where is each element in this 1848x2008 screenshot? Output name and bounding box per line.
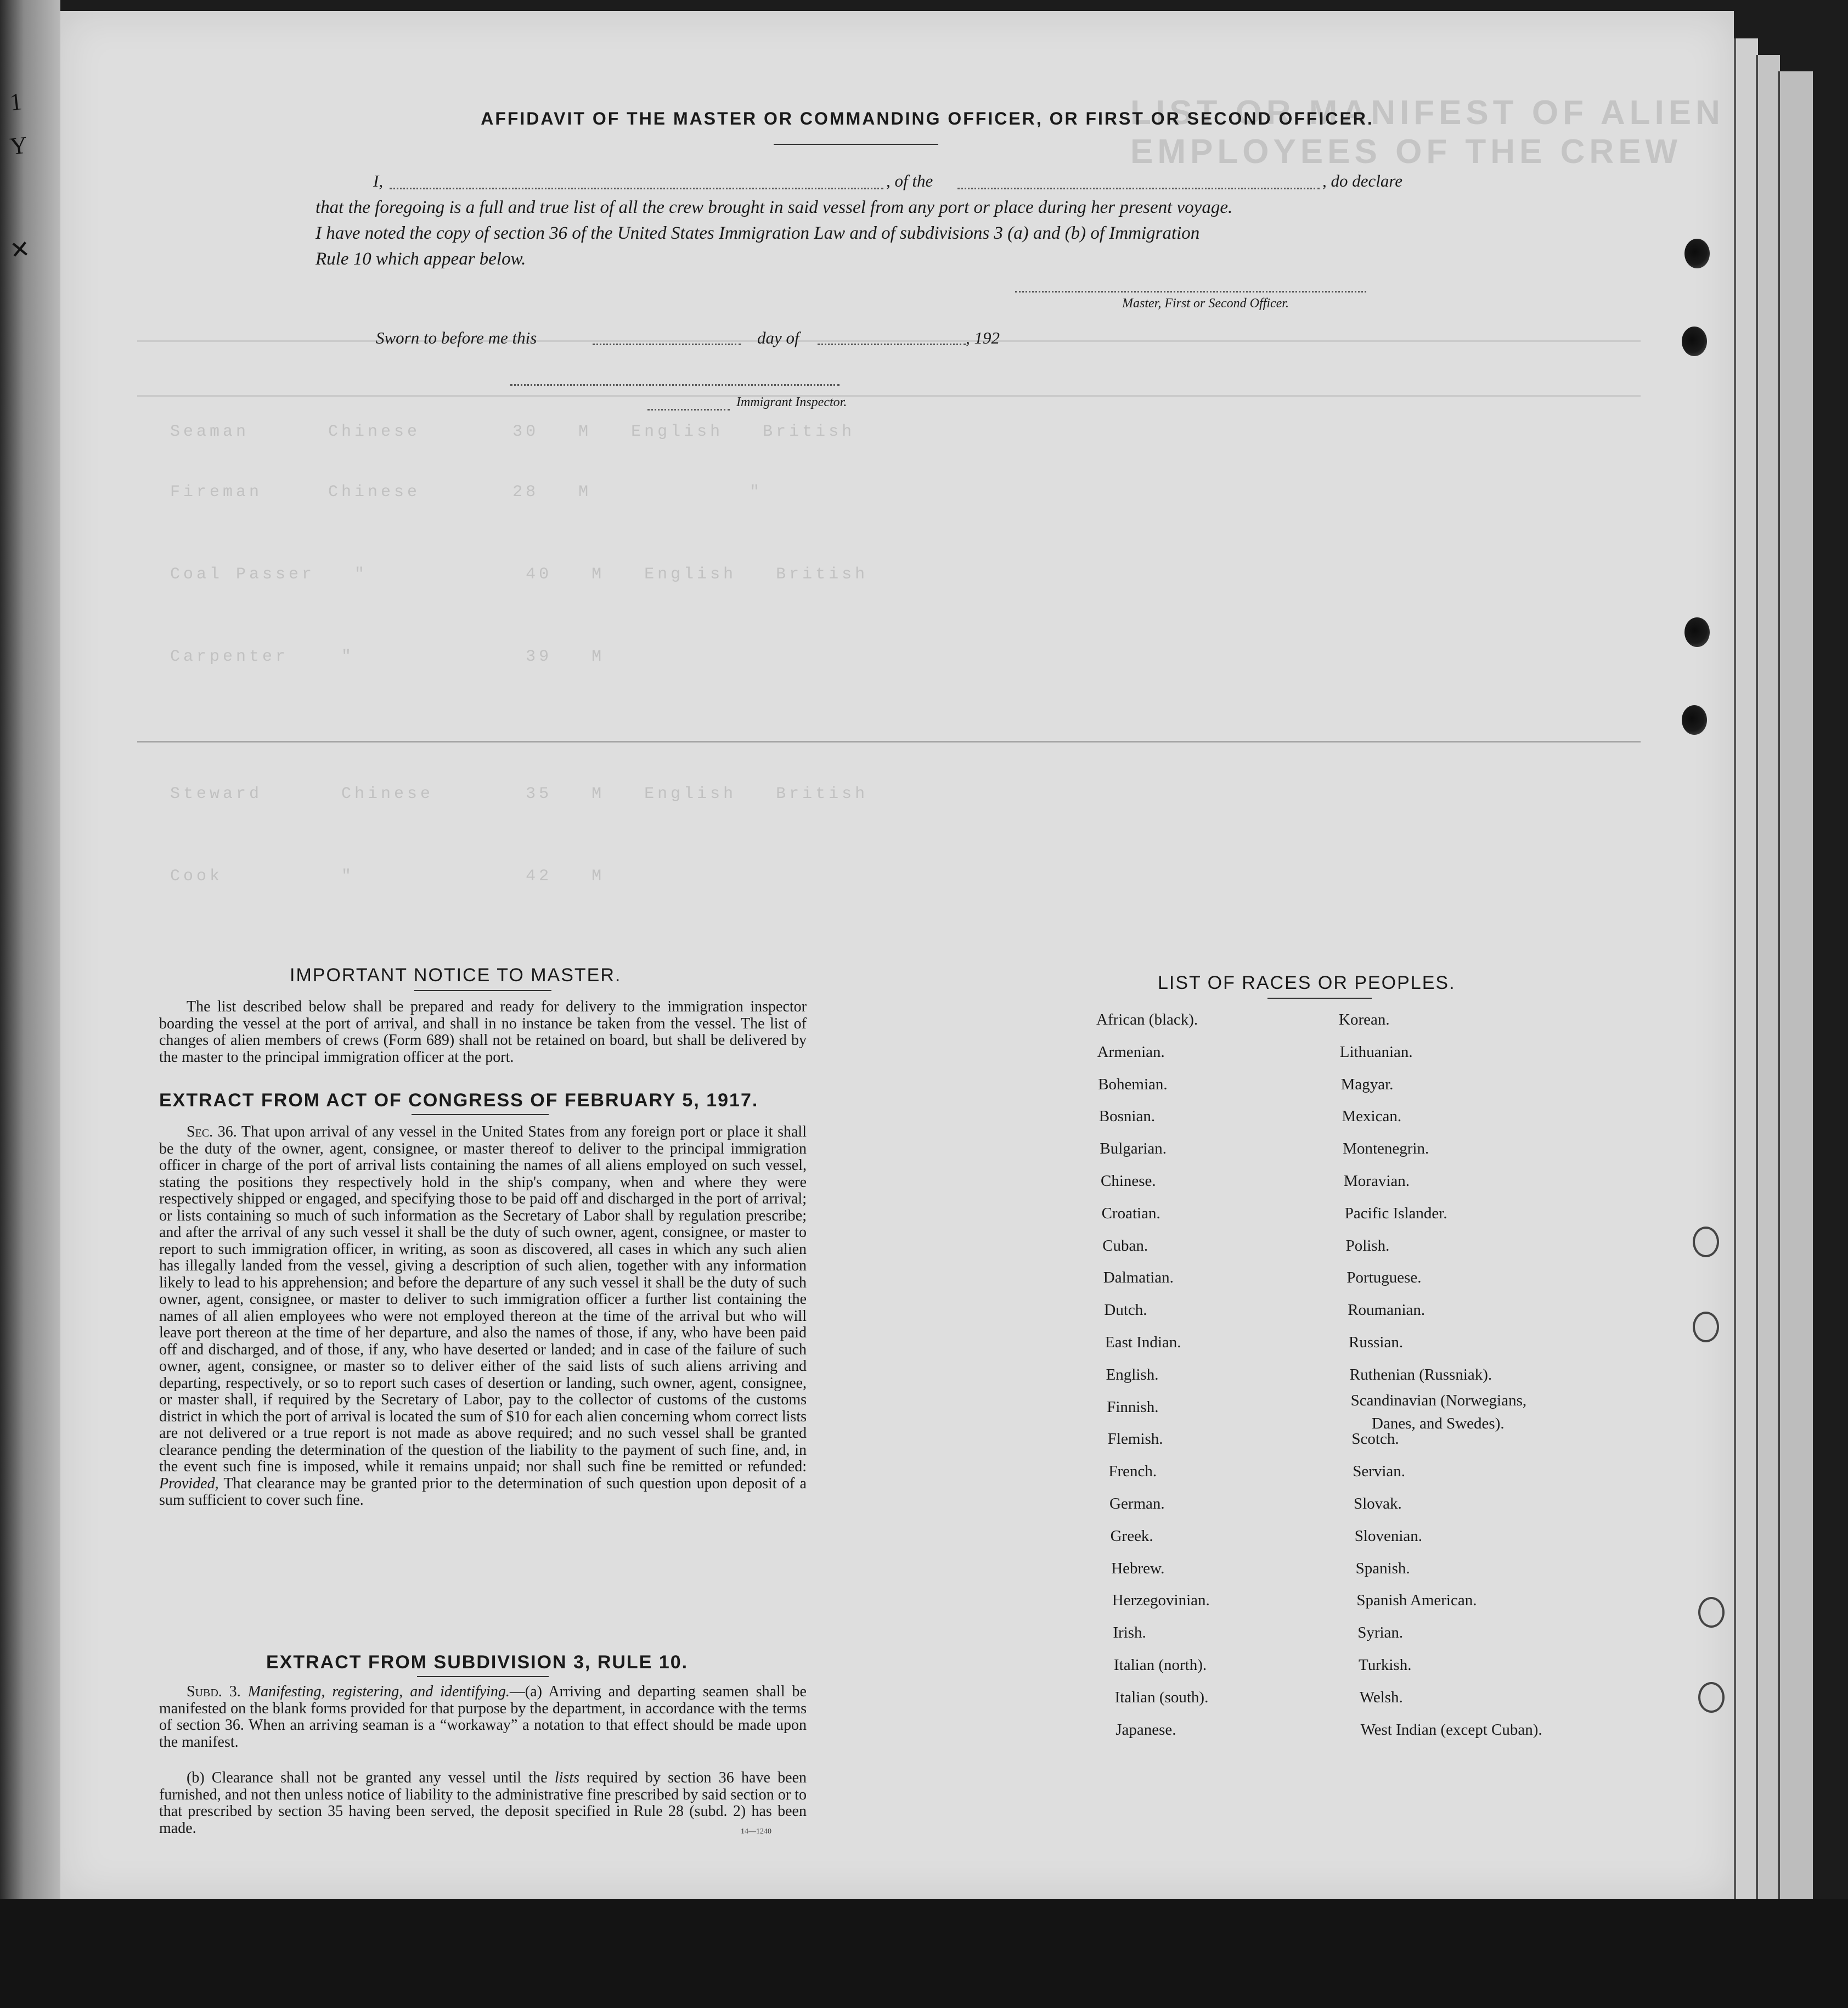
race-item: Chinese. (1101, 1172, 1156, 1190)
punch-hole (1698, 1682, 1725, 1713)
race-item: Syrian. (1357, 1624, 1404, 1642)
race-item: West Indian (except Cuban). (1360, 1720, 1542, 1739)
affidavit-text-line: Rule 10 which appear below. (315, 249, 526, 269)
punch-hole (1693, 1227, 1719, 1257)
title-underline (774, 144, 938, 145)
bleed-through-row: Coal Passer " 40 M English British (170, 565, 869, 584)
race-item: Armenian. (1097, 1043, 1165, 1061)
notice-title: IMPORTANT NOTICE TO MASTER. (290, 965, 622, 986)
race-item: Mexican. (1342, 1107, 1402, 1126)
manifest-page-back (60, 11, 1734, 1899)
race-item: Irish. (1113, 1624, 1146, 1642)
bleed-through-title: LIST OR MANIFEST OF ALIEN EMPLOYEES OF THE CREW (1130, 94, 1725, 171)
race-item: Bulgarian. (1100, 1140, 1167, 1158)
affidavit-i-label: I, (373, 171, 384, 190)
bleed-through-rule (137, 340, 1641, 342)
scan-background (0, 1899, 1848, 2008)
race-item: Slovak. (1354, 1495, 1402, 1512)
sworn-month-field[interactable] (818, 344, 966, 345)
race-item: Scandinavian (Norwegians, (1350, 1391, 1527, 1409)
stacked-page-edge (1778, 71, 1813, 1915)
race-item: Dutch. (1104, 1301, 1147, 1319)
bleed-through-rule (137, 395, 1641, 397)
adjacent-page-fragment: ✕ (8, 235, 32, 265)
race-item: Moravian. (1344, 1172, 1410, 1190)
bleed-through-rule (137, 741, 1641, 743)
punch-hole (1698, 1597, 1725, 1628)
inspector-signature-field[interactable] (510, 384, 840, 386)
race-item: African (black). (1096, 1011, 1198, 1028)
race-item: French. (1108, 1463, 1157, 1481)
title-underline (412, 1114, 549, 1115)
sworn-label: Sworn to before me this (376, 328, 537, 347)
affidavit-title: AFFIDAVIT OF THE MASTER OR COMMANDING OFFICER, OR FIRST OR SECOND OFFICER. (481, 109, 1374, 128)
race-item: Magyar. (1340, 1075, 1394, 1093)
vessel-name-field[interactable] (957, 188, 1320, 189)
bleed-through-row: Cook " 42 M (170, 867, 605, 886)
race-item: Hebrew. (1111, 1559, 1165, 1577)
race-item: Scotch. (1351, 1430, 1399, 1448)
stacked-page-edge (1756, 55, 1780, 1910)
race-item: Italian (north). (1114, 1656, 1207, 1674)
rule-extract-title: EXTRACT FROM SUBDIVISION 3, RULE 10. (266, 1652, 689, 1673)
do-declare-label: , do declare (1322, 171, 1403, 190)
race-item: Korean. (1339, 1011, 1390, 1028)
title-underline (1267, 998, 1372, 999)
bleed-through-row: Carpenter " 39 M (170, 648, 605, 666)
race-item: Turkish. (1359, 1656, 1412, 1674)
race-item: Cuban. (1102, 1236, 1148, 1255)
punch-hole (1684, 617, 1710, 647)
title-underline (414, 990, 551, 991)
adjacent-page-strip (0, 0, 60, 2008)
race-item: Servian. (1353, 1463, 1406, 1481)
master-signature-label: Master, First or Second Officer. (1122, 296, 1289, 311)
rule-subd-3b-text: (b) Clearance shall not be granted any vessel until the lists required by section 36 have been furnished, and not then unless notice of liability to the administrative fine prescribed by said section or to that prescribed by section 35 having been served, the deposit specified in Rule 28 (subd. 2) has been made. (159, 1769, 807, 1837)
sworn-day-field[interactable] (593, 344, 741, 345)
rule-subd-3a-text: Subd. 3. Manifesting, registering, and identifying.—(a) Arriving and departing seamen shall be manifested on the blank forms provided for that purpose by the department, in accordance with the terms of section 36. When an arriving seaman is a “workaway” a notation to that effect should be made upon the manifest. (159, 1683, 807, 1751)
race-item: Bosnian. (1098, 1107, 1156, 1126)
race-item: Russian. (1349, 1334, 1404, 1351)
punch-hole (1682, 705, 1707, 735)
master-name-field[interactable] (390, 188, 883, 189)
race-item: Danes, and Swedes). (1372, 1414, 1505, 1432)
race-item: Roumanian. (1348, 1301, 1426, 1319)
race-item: Italian (south). (1114, 1688, 1209, 1706)
act-section-36-text: Sec. 36. That upon arrival of any vessel in the United States from any foreign port or place it shall be the duty of the owner, agent, consignee, or master thereof to deliver to the principal immigration officer in charge of the port of arrival lists containing the names of all aliens employed on such vessel, stating the positions they respectively hold in the ship's company, when and where they were respectively shipped or engaged, and specifying those to be paid off and discharged in the port of arrival; or lists containing so much of such information as the Secretary of Labor shall by regulation prescribe; and after the arrival of any such vessel it shall be the duty of such owner, agent, consignee, or master to report to such immigration officer, in writing, as soon as discovered, all cases in which any such alien has illegally landed from the vessel, giving a description of such alien, together with any information likely to lead to his apprehension; and before the departure of any such vessel it shall be the duty of such owner, agent, consignee, or master to deliver to such immigration officer a further list containing the names of all alien employees who were not employed thereon at the time of the arrival but who will leave port thereon at the time of her departure, and also the names of those, if any, who have been paid off and discharged, and of those, if any, who have deserted or landed; and in case of the failure of such owner, agent, consignee, or master so to deliver either of the said lists of such aliens arriving and departing, respectively, or so to report such cases of desertion or landing, such owner, agent, consignee, or master shall, if required by the Secretary of Labor, pay to the collector of customs of the customs district in which the port of arrival is located the sum of $10 for each alien concerning whom correct lists are not delivered or a true report is not made as above required; and no such vessel shall be granted clearance pending the determination of the question of the liability to the payment of such fine, and, in the event such fine is imposed, while it remains unpaid; nor shall such fine be remitted or refunded: Provided, That clearance may be granted prior to the determination of such question upon deposit of a sum sufficient to cover such fine. (159, 1123, 807, 1509)
master-signature-field[interactable] (1015, 291, 1366, 293)
race-item: Greek. (1110, 1527, 1153, 1545)
race-item: Spanish American. (1356, 1591, 1477, 1610)
form-code: 14—1240 (741, 1827, 771, 1836)
race-item: Dalmatian. (1103, 1269, 1174, 1287)
notice-text: The list described below shall be prepared and ready for delivery to the immigration inspector boarding the vessel at the port of arrival, and shall in no instance be taken from the vessel. The list of changes of alien members of crews (Form 689) shall not be retained on board, but shall be delivered by the master to the principal immigration officer at the port. (159, 998, 807, 1066)
race-item: Finnish. (1107, 1398, 1159, 1416)
affidavit-of-the-label: , of the (886, 171, 933, 190)
race-item: Polish. (1345, 1236, 1390, 1255)
race-item: Japanese. (1115, 1720, 1176, 1739)
inspector-signature-field[interactable] (647, 409, 730, 410)
race-item: Lithuanian. (1339, 1043, 1413, 1061)
race-item: Pacific Islander. (1344, 1204, 1447, 1222)
race-item: Montenegrin. (1343, 1140, 1429, 1158)
race-item: Slovenian. (1354, 1527, 1423, 1545)
adjacent-page-fragment: Y (8, 131, 29, 160)
bleed-through-row: Steward Chinese 35 M English British (170, 785, 869, 803)
race-item: East Indian. (1105, 1334, 1181, 1351)
race-item: Herzegovinian. (1112, 1591, 1210, 1610)
stacked-page-edge (1734, 38, 1758, 1904)
bleed-through-row: Seaman Chinese 30 M English British (170, 423, 855, 441)
punch-hole (1693, 1312, 1719, 1342)
bleed-through-row: Fireman Chinese 28 M " (170, 483, 763, 502)
race-item: Spanish. (1355, 1559, 1410, 1577)
punch-hole (1682, 327, 1707, 356)
race-item: Flemish. (1107, 1430, 1163, 1448)
sworn-year-label: , 192 (966, 328, 1000, 347)
race-item: Portuguese. (1346, 1269, 1422, 1287)
race-item: Welsh. (1359, 1688, 1403, 1706)
race-item: Ruthenian (Russniak). (1349, 1365, 1492, 1383)
adjacent-page-fragment: 1 (8, 87, 24, 116)
title-underline (417, 1676, 549, 1677)
day-of-label: day of (757, 328, 799, 347)
races-title: LIST OF RACES OR PEOPLES. (1158, 972, 1456, 993)
affidavit-text-line: that the foregoing is a full and true list of all the crew brought in said vessel from any port or place during her present voyage. (315, 198, 1233, 217)
race-item: Croatian. (1101, 1204, 1160, 1222)
race-item: Bohemian. (1098, 1075, 1168, 1093)
affidavit-text-line: I have noted the copy of section 36 of the United States Immigration Law and of subdivisions 3 (a) and (b) of Immigration (315, 223, 1200, 243)
race-item: German. (1109, 1495, 1165, 1512)
race-item: English. (1106, 1365, 1159, 1383)
punch-hole (1684, 239, 1710, 268)
act-extract-title: EXTRACT FROM ACT OF CONGRESS OF FEBRUARY 5, 1917. (159, 1090, 759, 1111)
inspector-label: Immigrant Inspector. (736, 395, 847, 409)
